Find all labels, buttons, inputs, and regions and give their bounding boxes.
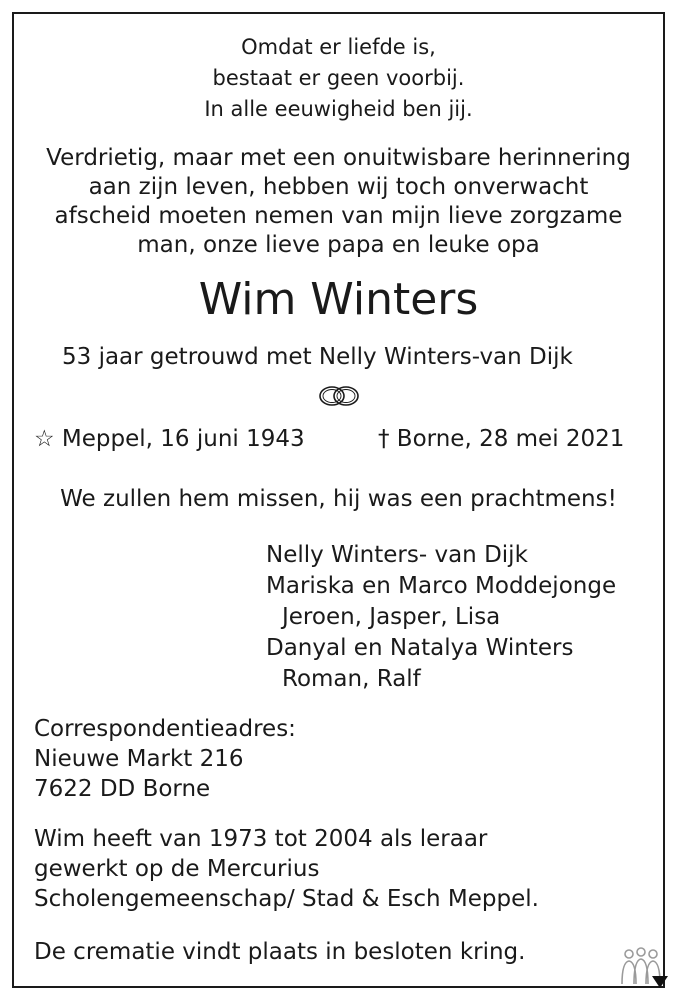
- poem-line-2: bestaat er geen voorbij.: [212, 66, 465, 90]
- marriage-line: 53 jaar getrouwd met Nelly Winters-van Dijk: [62, 344, 573, 370]
- intro-line-3: afscheid moeten nemen van mijn lieve zorgzame: [54, 203, 623, 229]
- career-line-2: gewerkt op de Mercurius: [34, 856, 320, 882]
- family-line-2: Mariska en Marco Moddejonge: [266, 573, 617, 599]
- cremation-line: De crematie vindt plaats in besloten kring.: [34, 939, 526, 965]
- family-line-4: Danyal en Natalya Winters: [266, 635, 574, 661]
- correspondence-label: Correspondentieadres:: [34, 716, 296, 742]
- poem-line-3: In alle eeuwigheid ben jij.: [204, 97, 473, 121]
- career-line-1: Wim heeft van 1973 tot 2004 als leraar: [34, 826, 488, 852]
- address-city: 7622 DD Borne: [34, 776, 211, 802]
- intro-line-4: man, onze lieve papa en leuke opa: [137, 232, 540, 258]
- intro-line-2: aan zijn leven, hebben wij toch onverwacht: [88, 174, 589, 200]
- wedding-rings-icon: [316, 383, 362, 409]
- scroll-down-arrow-icon[interactable]: [652, 976, 668, 988]
- family-line-1: Nelly Winters- van Dijk: [266, 542, 528, 568]
- death-info: † Borne, 28 mei 2021: [378, 426, 625, 452]
- intro-line-1: Verdrietig, maar met een onuitwisbare herinnering: [46, 145, 631, 171]
- deceased-name: Wim Winters: [198, 274, 479, 325]
- poem-line-1: Omdat er liefde is,: [241, 35, 436, 59]
- address-street: Nieuwe Markt 216: [34, 746, 244, 772]
- family-line-5: Roman, Ralf: [282, 666, 421, 692]
- birth-info: ☆ Meppel, 16 juni 1943: [34, 426, 305, 452]
- family-line-3: Jeroen, Jasper, Lisa: [282, 604, 501, 630]
- career-line-3: Scholengemeenschap/ Stad & Esch Meppel.: [34, 886, 539, 912]
- tribute-line: We zullen hem missen, hij was een prachtmens!: [60, 486, 617, 512]
